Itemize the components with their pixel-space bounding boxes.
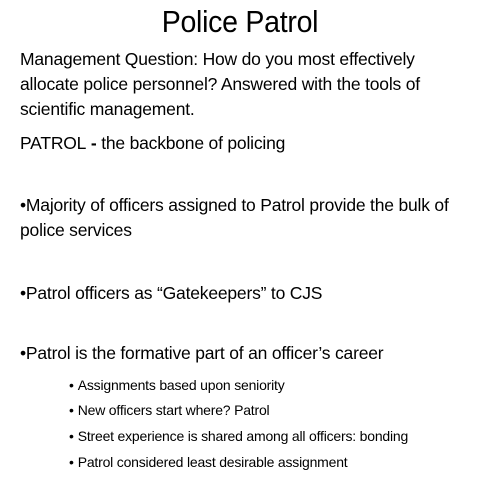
management-question: Management Question: How do you most effectively allocate police personnel? Answered with the tools of scientific management. <box>20 49 420 119</box>
bullet-marker: • <box>69 428 74 444</box>
bullet-marker: • <box>69 454 74 470</box>
bullet-marker: • <box>69 377 74 393</box>
patrol-term: PATROL <box>20 133 87 153</box>
patrol-dash: - <box>86 133 102 153</box>
bullet-majority-officers: •Majority of officers assigned to Patrol provide the bulk of police services <box>20 195 449 240</box>
sub-bullet-least-desirable <box>69 452 479 472</box>
patrol-rest: the backbone of policing <box>101 133 286 153</box>
sub-bullet-text: Street experience is shared among all officers: bonding <box>77 428 409 444</box>
bullet-formative-career: •Patrol is the formative part of an officer’s career <box>20 343 384 363</box>
patrol-line <box>20 131 476 156</box>
sub-bullet-street-experience <box>69 426 479 446</box>
bullet-gatekeepers: •Patrol officers as “Gatekeepers” to CJS <box>20 283 323 303</box>
slide-title: Police Patrol <box>161 4 319 39</box>
sub-bullet-text: New officers start where? Patrol <box>77 402 270 418</box>
sub-bullet-text: Patrol considered least desirable assignment <box>77 454 348 470</box>
sub-bullet-seniority <box>69 375 479 395</box>
sub-bullet-text: Assignments based upon seniority <box>77 377 285 393</box>
bullet-marker: • <box>69 402 74 418</box>
sub-bullet-new-officers <box>69 400 479 420</box>
